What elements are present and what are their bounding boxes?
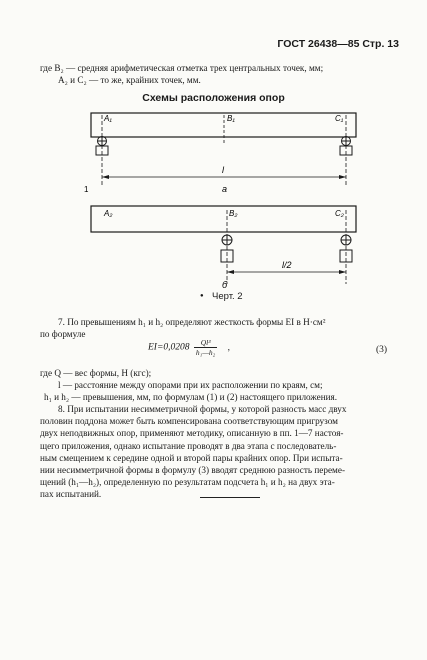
formula-left: EI=0,0208 [148,342,190,353]
para8 [40,403,393,501]
intro-line-2: A₂ и C₂ — то же, крайних точек, мм. [58,75,201,85]
caption-a: а [222,184,228,194]
formula-denominator: h₁—h₂ [195,348,216,357]
beam-a [91,113,356,137]
end-separator [200,497,260,498]
para8-line: половин поддона может быть компенсирована соответствующим пригрузом [40,416,338,427]
para8-line: нии несимметричной формы в формулу (3) вводят среднюю разность переме- [40,465,345,476]
label-c1: C₁ [335,114,344,123]
formula-numerator: Ql³ [194,338,217,348]
figure-caption: Черт. 2 [212,291,243,302]
section-title: Схемы расположения опор [142,92,285,104]
support-scheme-a [0,105,427,200]
defs-line-1: где Q — вес формы, Н (кгс); [40,368,152,378]
para8-line: щего приложения, однако испытание проводят в два этапа с последователь- [40,440,337,451]
para8-line: пах испытаний. [40,489,102,500]
caption-b: б [222,280,228,290]
beam-b [91,206,356,232]
label-c2: C₂ [335,209,344,218]
formula-fraction [194,338,217,357]
side-mark: 1 [84,185,89,194]
para8-line: 8. При испытании несимметричной формы, у которой разность масс двух [58,404,347,414]
bullet-icon: ● [200,293,204,299]
formula-number: (3) [376,345,388,355]
label-b2: B₂ [229,209,238,218]
para8-line: ным смещением к середине одной и второй пары крайних опор. При испыта- [40,452,343,463]
para7-line-1: 7. По превышениям h₁ и h₂ определяют жесткость формы EI в Н·см² [58,317,326,327]
support-scheme-b [0,200,427,295]
para8-line: щений (h₁—h₂), определенную по результатам подсчета h₁ и h₂ на двух эта- [40,477,335,488]
para8-line: двух неподвижных опор, применяют методику, описанную в пп. 1—7 настоя- [40,428,344,439]
label-a1: A₁ [104,114,112,123]
defs-line-3: h₁ и h₂ — превышения, мм, по формулам (1) и (2) настоящего приложения. [44,392,338,402]
dimension-label-a: l [222,165,224,175]
para7-line-2: по формуле [40,329,86,339]
dimension-label-b: l/2 [282,260,292,270]
defs-line-2: l — расстояние между опорами при их расположении по краям, см; [58,380,323,390]
page-header: ГОСТ 26438—85 Стр. 13 [277,38,399,50]
label-a2: A₂ [104,209,113,218]
label-b1: B₁ [227,114,235,123]
intro-line-1: где B₂ — средняя арифметическая отметка трех центральных точек, мм; [40,63,324,73]
formula [148,338,230,357]
formula-trail: , [227,342,231,353]
